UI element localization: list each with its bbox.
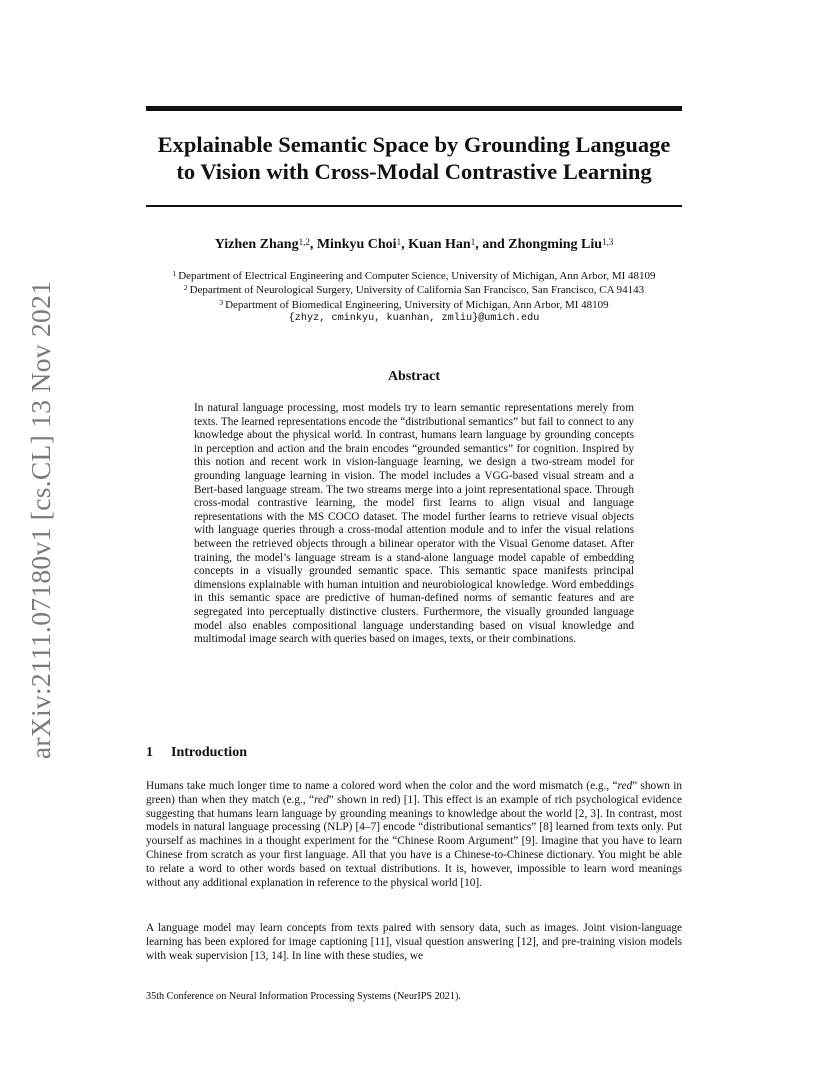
title-line-1: Explainable Semantic Space by Grounding Language [157, 132, 671, 157]
author-emails: {zhyz, cminkyu, kuanhan, zmliu}@umich.edu [288, 312, 540, 324]
intro-paragraph-2: A language model may learn concepts from texts paired with sensory data, such as images. Joint vision-language learning has been explored for image captioning [11], visual question answering [12], and pre-training vision models with weak supervision [13, 14]. In line with these studies, we [146, 922, 682, 962]
author: Kuan Han$^1$ [408, 237, 476, 252]
abstract-heading: Abstract [387, 369, 441, 384]
affiliation: $^2$ Department of Neurological Surgery, University of California San Francisco, San Francisco, CA 94143 [183, 283, 645, 297]
affiliation: $^1$ Department of Electrical Engineering and Computer Science, University of Michigan, Ann Arbor, MI 48109 [172, 269, 656, 282]
title-line-2: to Vision with Cross-Modal Contrastive Learning [176, 159, 652, 184]
author-list: Yizhen Zhang$^{1,2}$, Minkyu Choi$^1$, Kuan Han$^1$, and Zhongming Liu$^{1,3}$ [214, 237, 614, 252]
arxiv-stamp: arXiv:2111.07180v1 [cs.CL] 13 Nov 2021 [25, 280, 56, 760]
section-number: 1 [146, 745, 153, 760]
abstract-text: In natural language processing, most models try to learn semantic representations merely from texts. The learned representations encode the “distributional semantics” but fail to connect to any knowledge about the physical world. In contrast, humans learn language by grounding concepts in perception and action and the brain encodes “grounded semantics” for cognition. Inspired by this notion and recent work in vision-language learning, we design a two-stream model for grounding language learning in vision. The model includes a VGG-based visual stream and a Bert-based language stream. The two streams merge into a joint representational space. Through cross-modal contrastive learning, the model first learns to align visual and language representations with the MS COCO dataset. The model further learns to retrieve visual objects with language queries through a cross-modal attention module and to infer the visual relations between the retrieved objects through a bilinear operator with the Visual Genome dataset. After training, the model’s language stream is a stand-alone language model capable of embedding concepts in a visually grounded semantic space. This semantic space manifests principal dimensions explainable with human intuition and neurobiological knowledge. Word embeddings in this semantic space are predictive of human-defined norms of semantic features and are segregated into perceptually distinctive clusters. Furthermore, the visually grounded language model also enables compositional language understanding based on visual knowledge and multimodal image search with queries based on images, texts, or their combinations. [194, 402, 634, 646]
conference-footer: 35th Conference on Neural Information Processing Systems (NeurIPS 2021). [146, 991, 461, 1002]
intro-paragraph-1: Humans take much longer time to name a colored word when the color and the word mismatch (e.g., “red” shown in green) than when they match (e.g., “red” shown in red) [1]. This effect is an example of rich psychological evidence suggesting that humans learn language by grounding meanings to knowledge about the world [2, 3]. In contrast, most models in natural language processing (NLP) [4–7] encode “distributional semantics” [8] learned from texts only. Put yourself as machines in a thought experiment for the “Chinese Room Argument” [9]. Imagine that you have to learn Chinese from scratch as your first language. All that you have is a Chinese-to-Chinese dictionary. You might be able to relate a word to other words based on textual distributions. It is, however, impossible to learn word meanings without any additional explanation in reference to the physical world [10]. [146, 780, 682, 889]
affiliations [100, 269, 728, 326]
author: Yizhen Zhang$^{1,2}$ [214, 237, 310, 252]
section-heading-introduction [146, 745, 247, 761]
title-top-rule [146, 106, 682, 111]
paper-title [110, 131, 718, 185]
author: Zhongming Liu$^{1,3}$ [508, 237, 614, 252]
title-bottom-rule [146, 205, 682, 207]
affiliation: $^3$ Department of Biomedical Engineering, University of Michigan, Ann Arbor, MI 48109 [219, 297, 609, 311]
section-title: Introduction [171, 745, 247, 760]
author: Minkyu Choi$^1$ [316, 237, 402, 252]
